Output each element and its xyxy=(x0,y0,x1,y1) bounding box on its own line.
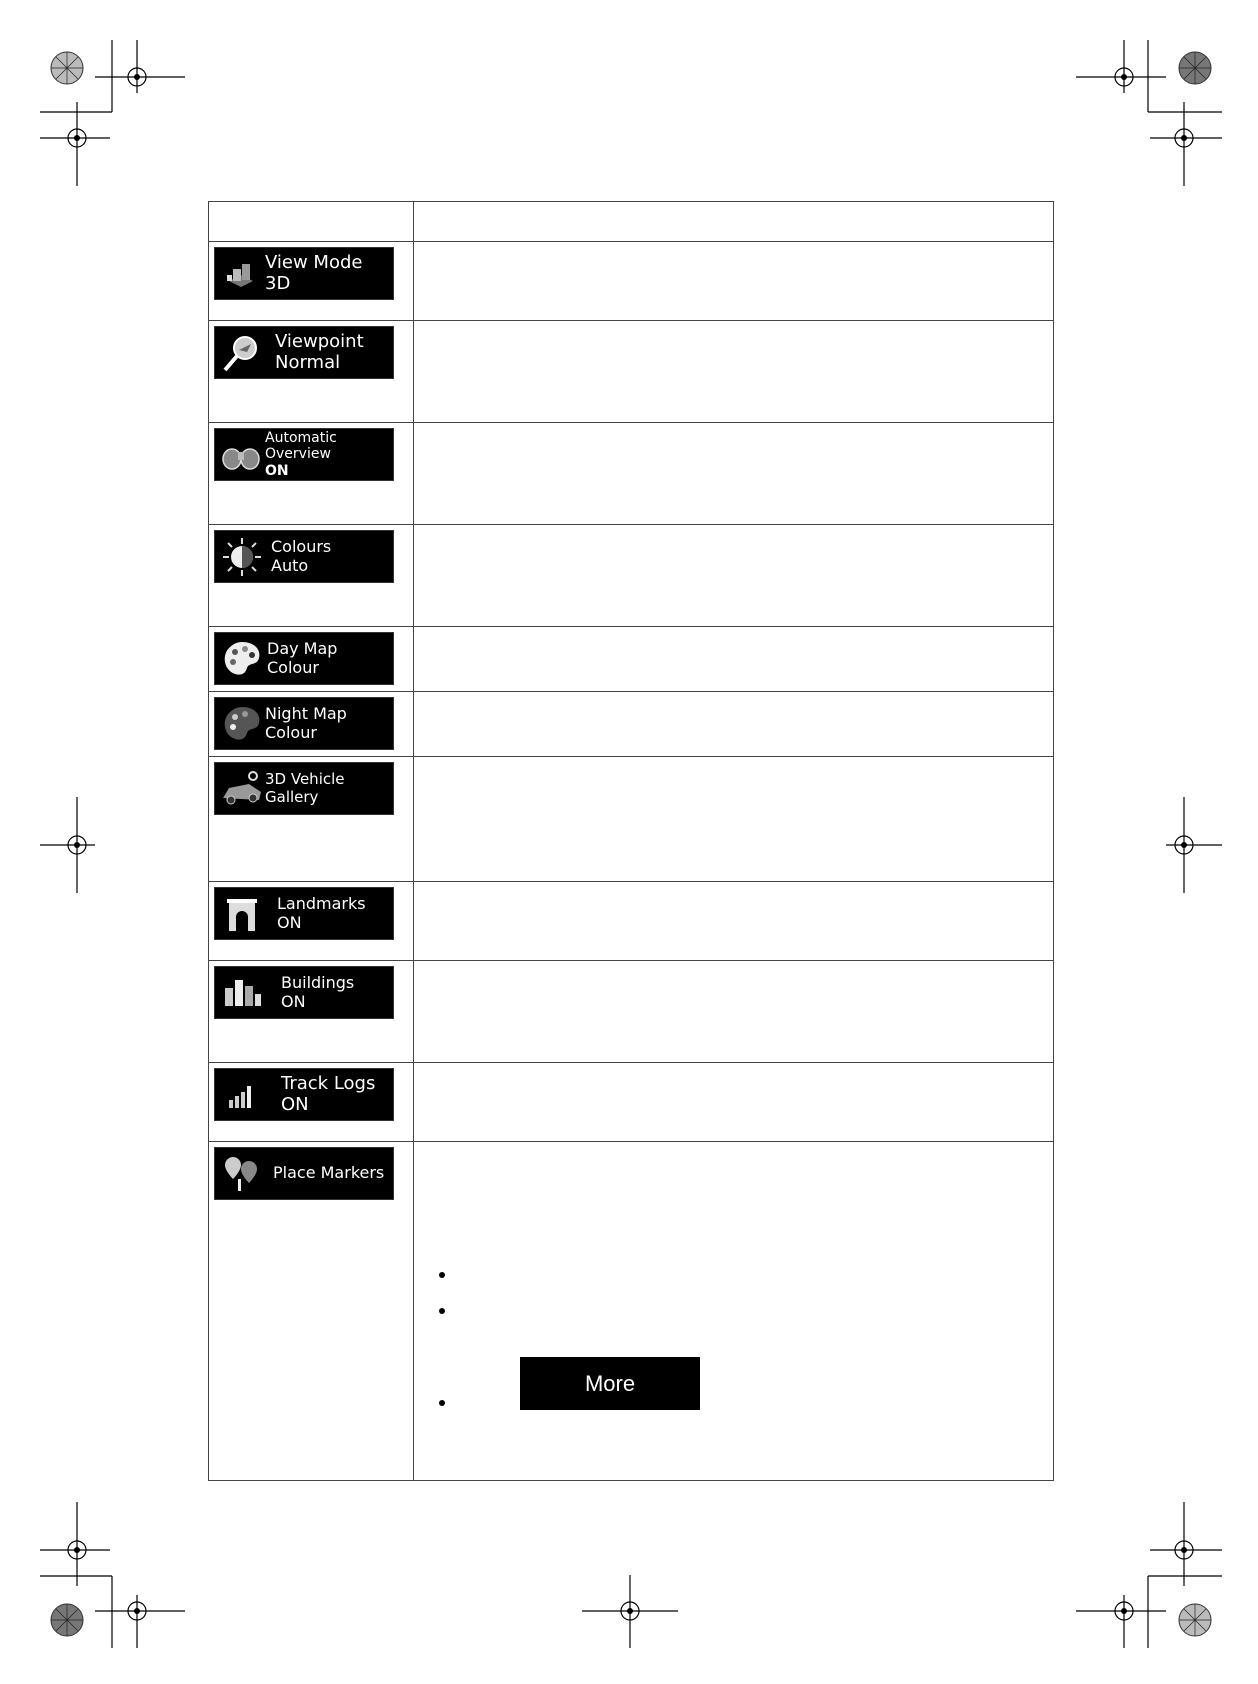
place-markers-description xyxy=(414,1142,1054,1481)
arch-icon xyxy=(219,891,265,937)
map-pins-icon xyxy=(219,1151,265,1197)
colours-button[interactable] xyxy=(214,530,394,583)
night-map-colour-button[interactable] xyxy=(214,697,394,750)
day-map-colour-button[interactable] xyxy=(214,632,394,685)
viewpoint-label: Viewpoint xyxy=(275,330,364,352)
buildings-3d-icon xyxy=(219,251,265,297)
day-map-colour-label: Day Map Colour xyxy=(267,639,338,677)
sun-moon-icon xyxy=(219,534,265,580)
track-logs-button[interactable] xyxy=(214,1068,394,1121)
night-map-colour-label: Night Map Colour xyxy=(265,704,347,742)
vehicle-gallery-description xyxy=(414,757,1054,882)
header-cell-button xyxy=(209,202,414,242)
table-row xyxy=(209,882,1054,961)
buildings-value: ON xyxy=(281,991,306,1011)
table-row xyxy=(209,525,1054,627)
palette-icon xyxy=(219,636,265,682)
table-row xyxy=(209,1063,1054,1142)
automatic-overview-label: Automatic Overview xyxy=(265,430,337,463)
table-row xyxy=(209,242,1054,321)
city-blocks-icon xyxy=(219,970,265,1016)
table-row xyxy=(209,423,1054,525)
view-mode-button[interactable] xyxy=(214,247,394,300)
landmarks-label: Landmarks xyxy=(277,894,366,914)
view-mode-value: 3D xyxy=(265,272,291,294)
colours-description xyxy=(414,525,1054,627)
view-mode-description xyxy=(414,242,1054,321)
list-item-bullet xyxy=(439,1272,445,1278)
settings-table xyxy=(208,201,1054,1481)
buildings-button[interactable] xyxy=(214,966,394,1019)
colours-value: Auto xyxy=(271,555,309,575)
car-icon xyxy=(219,766,265,812)
landmarks-value: ON xyxy=(277,912,302,932)
bar-graph-icon xyxy=(219,1072,265,1118)
buildings-label: Buildings xyxy=(281,973,355,993)
list-item-bullet xyxy=(439,1308,445,1314)
automatic-overview-button[interactable] xyxy=(214,428,394,481)
vehicle-gallery-button[interactable] xyxy=(214,762,394,815)
table-row xyxy=(209,321,1054,423)
place-markers-label: Place Markers xyxy=(273,1163,385,1183)
table-row xyxy=(209,757,1054,882)
day-map-colour-description xyxy=(414,627,1054,692)
landmarks-description xyxy=(414,882,1054,961)
viewpoint-description xyxy=(414,321,1054,423)
viewpoint-button[interactable] xyxy=(214,326,394,379)
track-logs-description xyxy=(414,1063,1054,1142)
binoculars-icon xyxy=(219,432,265,478)
night-palette-icon xyxy=(219,701,265,747)
table-header-row xyxy=(209,202,1054,242)
list-item-bullet xyxy=(439,1400,445,1406)
header-cell-description xyxy=(414,202,1054,242)
table-row xyxy=(209,692,1054,757)
track-logs-label: Track Logs xyxy=(281,1072,376,1094)
table-row xyxy=(209,1142,1054,1481)
more-button[interactable]: More xyxy=(520,1357,700,1410)
automatic-overview-description xyxy=(414,423,1054,525)
magnifier-icon xyxy=(219,330,265,376)
place-markers-button[interactable] xyxy=(214,1147,394,1200)
vehicle-gallery-label: 3D Vehicle Gallery xyxy=(265,770,345,806)
table-row xyxy=(209,961,1054,1063)
landmarks-button[interactable] xyxy=(214,887,394,940)
table-row xyxy=(209,627,1054,692)
night-map-colour-description xyxy=(414,692,1054,757)
track-logs-value: ON xyxy=(281,1093,309,1115)
buildings-description xyxy=(414,961,1054,1063)
colours-label: Colours xyxy=(271,537,332,557)
viewpoint-value: Normal xyxy=(275,351,341,373)
automatic-overview-value: ON xyxy=(265,462,289,479)
view-mode-label: View Mode xyxy=(265,251,363,273)
